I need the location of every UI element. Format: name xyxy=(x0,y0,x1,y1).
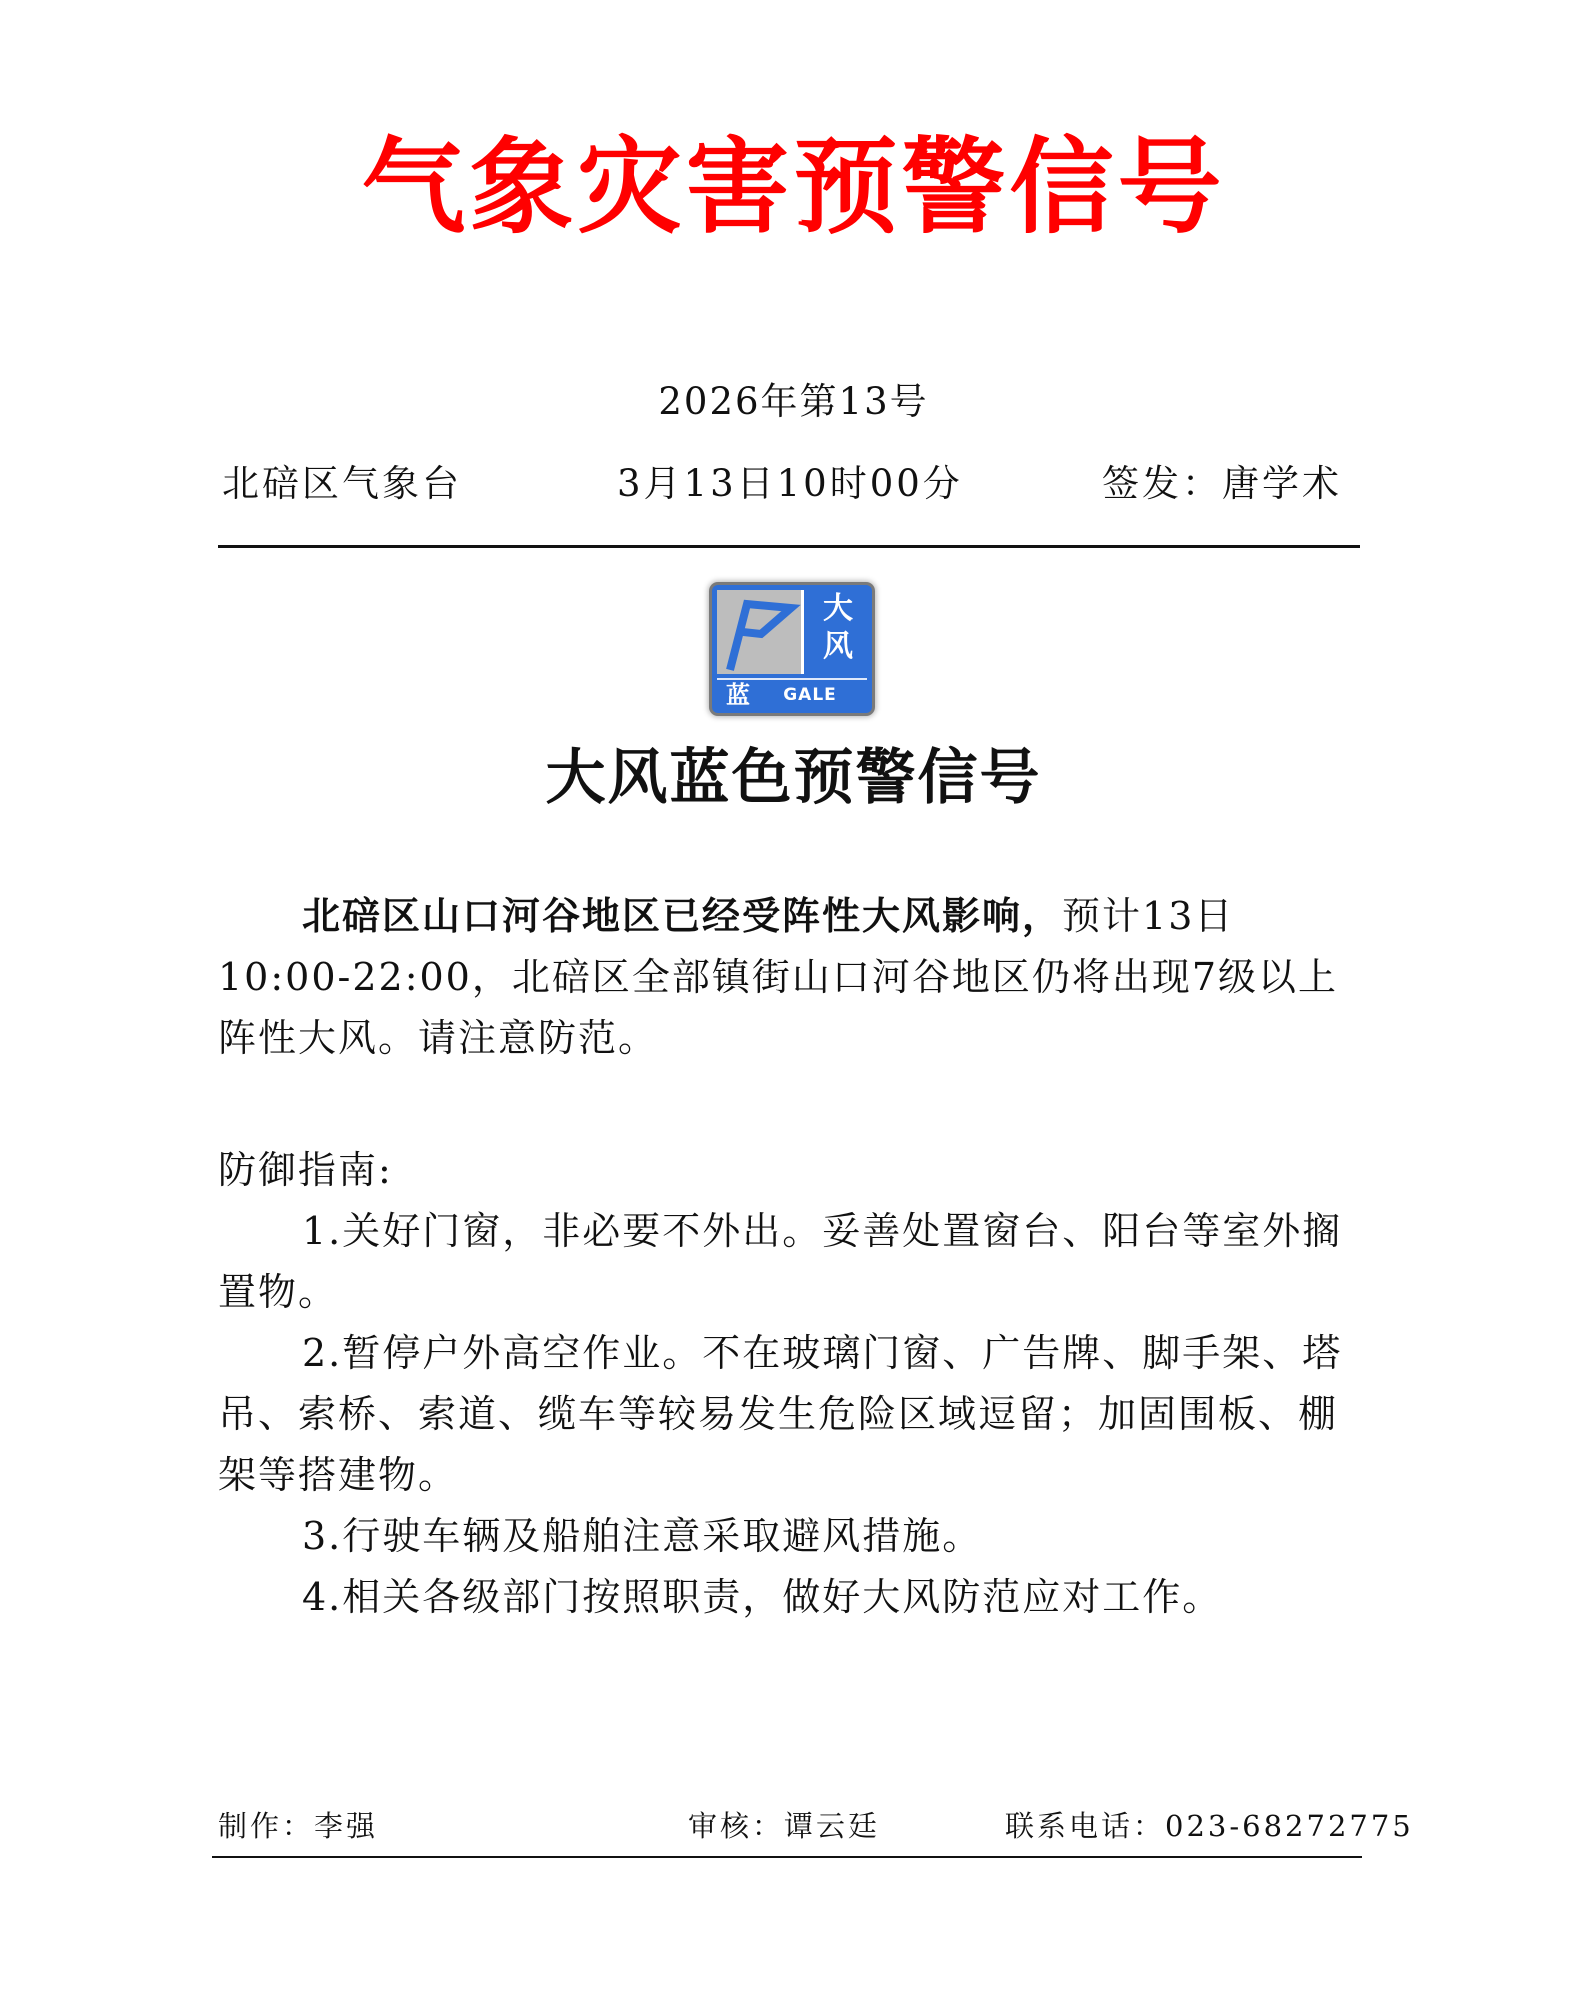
issue-time: 3月13日10时00分 xyxy=(617,462,963,505)
header-divider xyxy=(218,545,1360,548)
guide-item-3: 3.行驶车辆及船舶注意采取避风措施。 xyxy=(302,1514,983,1558)
issuing-agency: 北碚区气象台 xyxy=(222,462,462,505)
guide-item-2: 2.暂停户外高空作业。不在玻璃门窗、广告牌、脚手架、塔吊、索桥、索道、缆车等较易发生危险区域逗留；加固围板、棚架等搭建物。 xyxy=(218,1331,1343,1497)
warning-body xyxy=(218,885,1362,1069)
footer-contact: 联系电话：023-68272775 xyxy=(1005,1809,1414,1843)
footer-reviewer: 审核：谭云廷 xyxy=(688,1809,881,1843)
warning-text: 预计13日10:00-22:00，北碚区全部镇街山口河谷地区仍将出现7级以上阵性大风。请注意防范。 xyxy=(218,894,1339,1060)
icon-level-char: 蓝 xyxy=(726,681,750,709)
footer-divider xyxy=(212,1856,1362,1858)
signal-title: 大风蓝色预警信号 xyxy=(545,743,1042,813)
guide-heading: 防御指南: xyxy=(218,1148,393,1192)
icon-wind-label xyxy=(808,590,868,674)
issue-number: 2026年第13号 xyxy=(658,380,929,423)
document-title: 气象灾害预警信号 xyxy=(361,125,1226,248)
flag-icon xyxy=(717,590,804,674)
icon-char-bottom: 风 xyxy=(823,629,853,664)
icon-bottom-strip xyxy=(717,678,867,710)
icon-english-label: GALE xyxy=(783,685,837,705)
signer: 签发：唐学术 xyxy=(1102,462,1342,505)
flag-graphic xyxy=(717,590,801,674)
warning-lead: 北碚区山口河谷地区已经受阵性大风影响， xyxy=(302,893,1063,938)
guide-list xyxy=(218,1201,1362,1628)
gale-blue-warning-icon xyxy=(712,585,872,713)
footer-maker: 制作：李强 xyxy=(218,1809,379,1843)
icon-char-top: 大 xyxy=(823,591,853,626)
guide-item-1: 1.关好门窗，非必要不外出。妥善处置窗台、阳台等室外搁置物。 xyxy=(218,1209,1343,1314)
guide-item-4: 4.相关各级部门按照职责，做好大风防范应对工作。 xyxy=(302,1575,1223,1619)
